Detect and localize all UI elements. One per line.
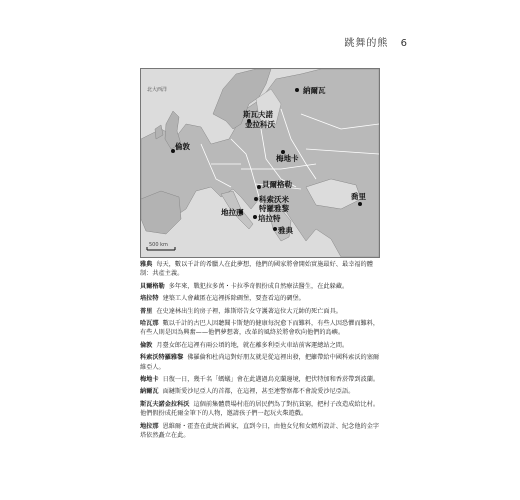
legend-entry: [140, 307, 380, 316]
entry-text: 月臺女郎在這裡有兩公頃的地，就在離多利亞火車站前客運總站之間。: [156, 341, 349, 349]
place-label: 斯瓦夫諾: [243, 110, 273, 119]
entry-term: 貝爾格勒: [140, 282, 165, 290]
place-label: 金拉科沃: [245, 120, 275, 129]
legend-entry: [140, 387, 380, 396]
entry-term: 普里: [140, 307, 153, 315]
running-header: [336, 34, 408, 49]
running-title: 跳舞的熊: [344, 38, 389, 49]
place-label: 培拉特: [258, 214, 281, 223]
place-label: 喬里: [351, 192, 366, 201]
place-label: 地拉那: [221, 208, 244, 217]
entry-term: 梅地卡: [140, 376, 159, 384]
place-legend: [140, 260, 380, 444]
legend-entry: [140, 400, 380, 419]
europe-map: [140, 68, 380, 258]
place-label: 特羅雅黎: [259, 204, 289, 213]
legend-entry: [140, 353, 380, 372]
legend-entry: [140, 260, 380, 279]
entry-text: 每天，數以千計的希臘人在此夢想，他們的國家將會開始實施最好、最幸福的體制：共產主義。: [140, 261, 373, 278]
place-label: 貝爾格勒: [262, 180, 292, 189]
legend-entry: [140, 282, 380, 291]
entry-text: 在史達林出生的房子裡，維斯塔告女守護著這位大元帥的死亡面具。: [156, 307, 342, 315]
entry-text: 多年來，戰犯拉多萬・卡拉季奇假扮成自然療法醫生，在此躲藏。: [168, 282, 349, 290]
entry-text: 日復一日，幾千名「螞蟻」會在此邁過烏克蘭邊境，把伏特加和香菸帶到波蘭。: [162, 376, 380, 384]
entry-term: 培拉特: [140, 295, 159, 303]
legend-entry: [140, 375, 380, 384]
entry-term: 納爾瓦: [140, 388, 159, 396]
legend-entry: [140, 319, 380, 338]
place-label: 梅地卡: [276, 154, 299, 163]
legend-entry: [140, 422, 380, 441]
entry-text: 建築工人會藏匿在這裡拆除碉堡，要查看這的碉堡。: [162, 295, 305, 303]
entry-term: 地拉那: [140, 422, 159, 430]
entry-text: 這個前集體農場村莊的居民們為了對抗貧窮，把村子改造成給比村。他們假扮成托爾金筆下的人物，邀請孩子們一起玩火柴遊戲。: [140, 400, 380, 418]
entry-term: 倫敦: [140, 341, 153, 349]
svg-text:500 km: 500 km: [149, 242, 168, 248]
entry-text: 佛羅倫和杜尚這對好朋友就是從這裡出發，把籬帶給中國科索沃的塞爾維亞人。: [140, 354, 380, 371]
corner-note: 北大西洋: [147, 87, 168, 93]
entry-term: 科索沃特羅雅黎: [140, 354, 184, 362]
legend-entry: [140, 294, 380, 303]
entry-term: 斯瓦夫諾金拉科沃: [140, 400, 190, 408]
place-label: 雅典: [278, 226, 293, 235]
place-label: 科索沃米: [259, 195, 289, 204]
entry-text: 面鏈斯愛沙尼亞人的首都，在這裡，甚至連警察都不會說愛沙尼亞語。: [162, 388, 355, 396]
page-number: 6: [400, 38, 408, 49]
entry-text: 恩維爾・霍查在此統治國家，直到今日，由他女兒和女婿所設計、紀念他的金字塔依然矗立在此。: [140, 422, 380, 440]
legend-entry: [140, 341, 380, 350]
entry-term: 雅典: [140, 261, 153, 268]
entry-text: 數以千計的古巴人因聽聞卡斯楚的健康每況愈下而難料，有些人因恐懼而難料，有些人則是因為興奮——他們夢想著，改革的風終於將會吹向他們的島嶼。: [140, 320, 380, 337]
map-graphic: [141, 69, 379, 257]
entry-term: 哈瓦那: [140, 320, 159, 328]
place-label: 倫敦: [175, 142, 190, 151]
place-label: 納爾瓦: [303, 86, 326, 95]
